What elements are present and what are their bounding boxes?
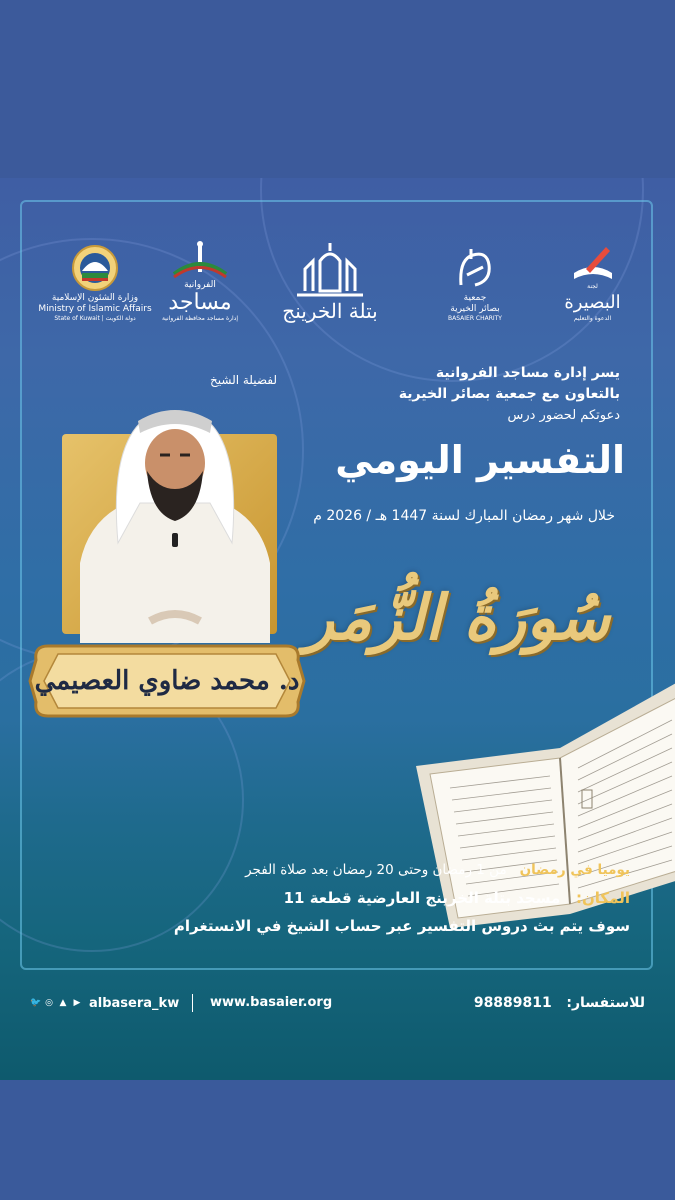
basaier-en: BASAIER CHARITY (448, 315, 502, 322)
surah-name: سُورَةُ الزُّمَر (304, 581, 610, 654)
ministry-name-en: Ministry of Islamic Affairs (38, 304, 152, 314)
ministry-name-ar: وزارة الشئون الإسلامية (51, 293, 139, 303)
sheikh-label: لفضيلة الشيخ (210, 373, 278, 387)
social-links (30, 988, 179, 1018)
masajid-sub: إدارة مساجد محافظة الفروانية (161, 315, 239, 322)
sheikh-photo (80, 393, 270, 643)
basaier-calligraphy-icon (453, 245, 497, 293)
twitter-icon[interactable]: 🐦 (30, 998, 42, 1008)
lesson-date: خلال شهر رمضان المبارك لسنة 1447 هـ / 2026 م (313, 508, 615, 524)
book-pen-icon (568, 243, 618, 283)
intro-block (260, 363, 620, 426)
daily-text: من 1 رمضان وحتى 20 رمضان بعد صلاة الفجر (245, 862, 507, 878)
logos-row (40, 223, 635, 323)
top-band (0, 0, 675, 178)
place-text: مسجد بتلة الخرينج العارضية قطعة 11 (283, 889, 561, 907)
batla-name: بتلة الخرينج (282, 299, 378, 323)
snapchat-icon[interactable]: ▲ (59, 998, 67, 1008)
basira-small: لجنة (587, 283, 598, 290)
ministry-logo (40, 223, 150, 323)
ministry-state: State of Kuwait | دولة الكويت (54, 315, 136, 322)
intro-line-2: بالتعاون مع جمعية بصائر الخيرية (398, 386, 620, 402)
bottom-band (0, 1080, 675, 1200)
phone-contact (474, 988, 645, 1018)
masajid-main: مساجد (168, 290, 232, 315)
basira-logo (550, 223, 635, 323)
daily-line (30, 856, 630, 884)
website-link[interactable]: www.basaier.org (210, 995, 333, 1010)
masajid-logo (155, 223, 245, 323)
basaier-ar2: بصائر الخيرية (450, 304, 500, 314)
youtube-icon[interactable]: ▶ (73, 998, 81, 1008)
phone-number[interactable]: 98889811 (473, 995, 552, 1011)
sheikh-name: د. محمد ضاوي العصيمي (34, 666, 300, 696)
masajid-top: الفروانية (184, 280, 216, 290)
basaier-ar1: جمعية (463, 293, 487, 303)
footer (0, 988, 675, 1018)
mosque-outline-icon (295, 239, 365, 299)
intro-line-3: دعوتكم لحضور درس (507, 408, 620, 423)
surah-calligraphy (304, 553, 610, 693)
basira-sub: الدعوة والتعليم (573, 315, 612, 322)
basaier-logo (425, 223, 525, 323)
lesson-title: التفسير اليومي (335, 438, 625, 482)
basira-name: البصيرة (564, 292, 621, 313)
poster (0, 178, 675, 1080)
social-handle[interactable]: albasera_kw (89, 995, 180, 1011)
daily-label: يوميا في رمضان (519, 862, 630, 878)
instagram-icon[interactable]: ◎ (45, 998, 53, 1008)
minaret-icon (170, 240, 230, 280)
intro-line-1: يسر إدارة مساجد الفروانية (435, 365, 620, 381)
stream-line: سوف يتم بث دروس التفسير عبر حساب الشيخ في الانستغرام (173, 917, 630, 935)
kuwait-emblem-icon (68, 243, 122, 293)
details-block (30, 856, 630, 940)
name-plate-text-wrap (28, 640, 306, 722)
place-label: المكان: (576, 889, 630, 907)
phone-label: للاستفسار: (566, 995, 645, 1011)
place-line (30, 884, 630, 912)
footer-divider (192, 994, 193, 1012)
batla-logo (255, 223, 405, 323)
